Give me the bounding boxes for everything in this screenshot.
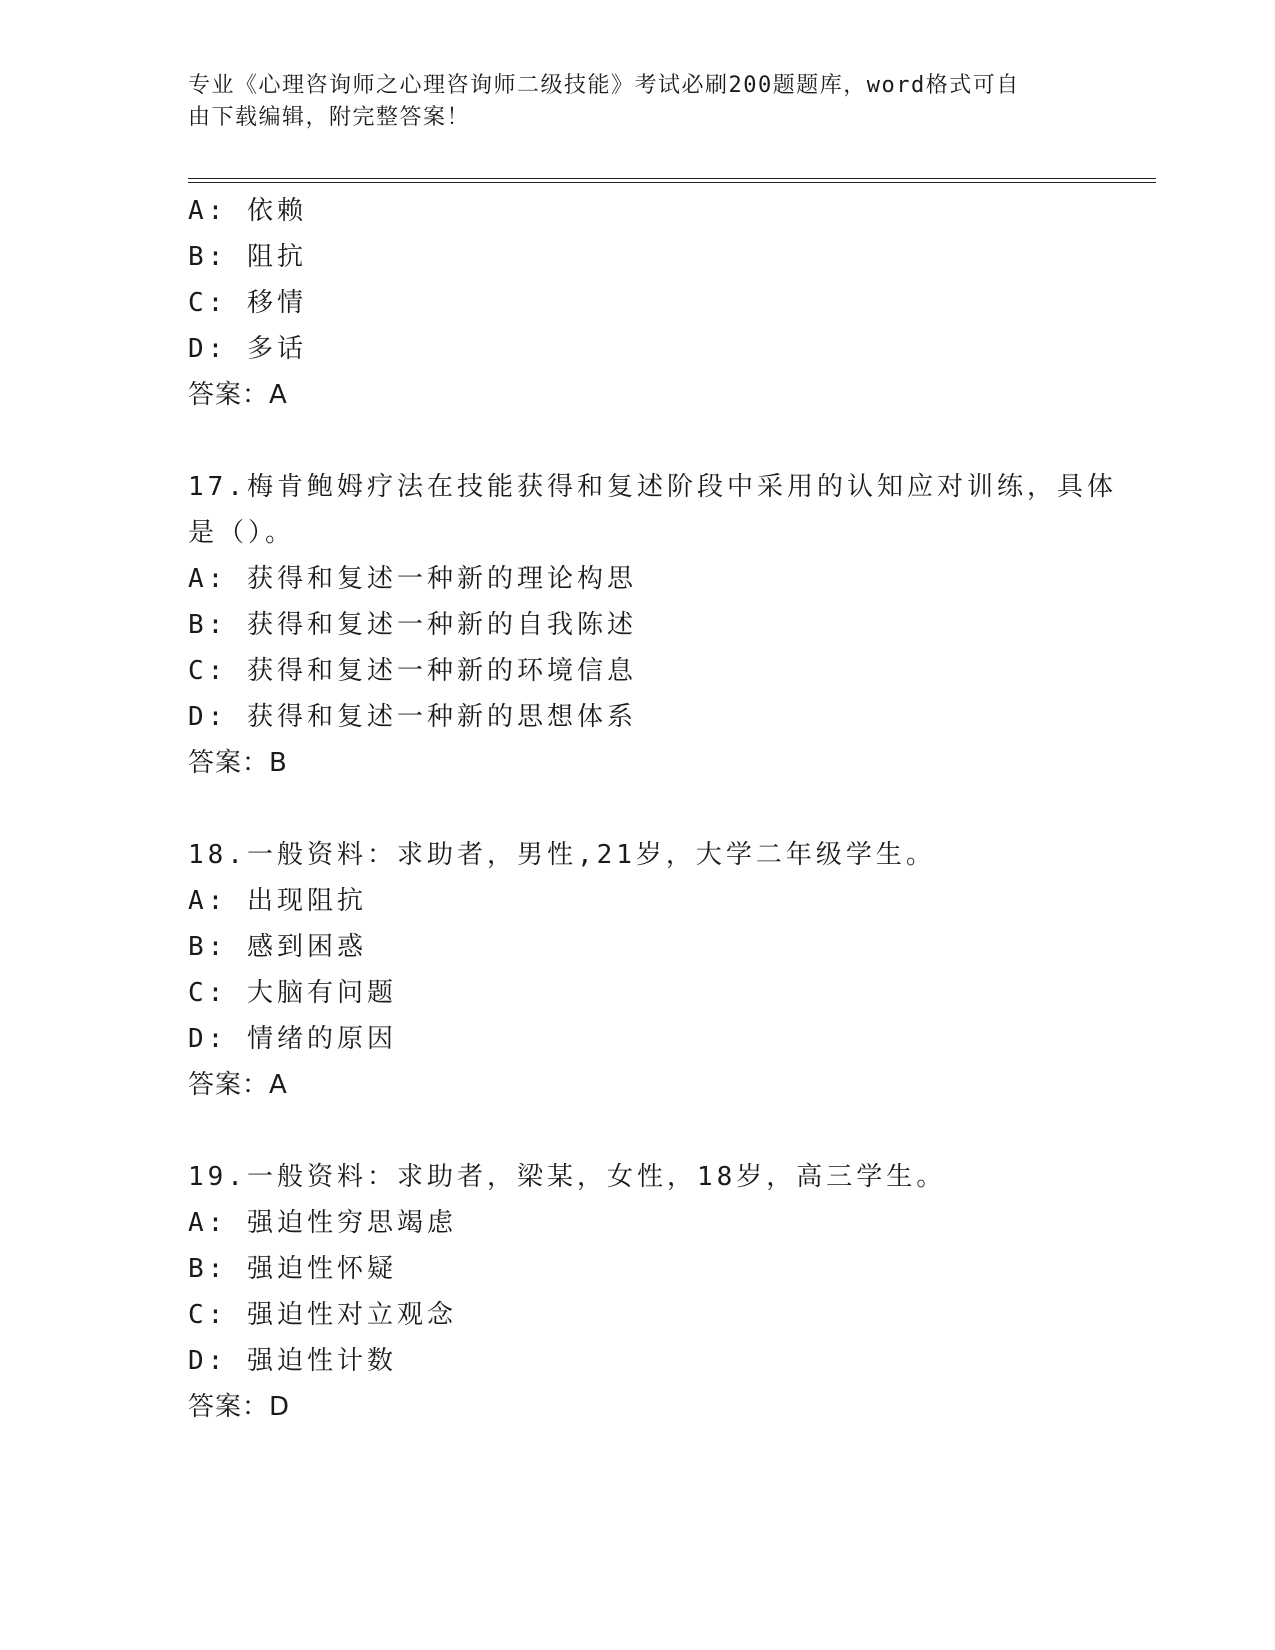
- option-c: C: 大脑有问题: [188, 978, 397, 1008]
- option-c: C: 移情: [188, 288, 307, 318]
- option-c: C: 获得和复述一种新的环境信息: [188, 656, 637, 686]
- option-a: A: 获得和复述一种新的理论构思: [188, 564, 637, 594]
- option-d: D: 情绪的原因: [188, 1024, 397, 1054]
- question-18: [188, 832, 1088, 1108]
- answer-line: 答案：D: [188, 1392, 291, 1422]
- answer-line: 答案：B: [188, 748, 288, 778]
- option-b: B: 感到困惑: [188, 932, 367, 962]
- question-19: [188, 1154, 1088, 1430]
- question-list: [188, 188, 1117, 1430]
- answer-line: 答案：A: [188, 380, 288, 410]
- question-text: 19.一般资料：求助者，梁某，女性，18岁，高三学生。: [188, 1162, 947, 1192]
- option-b: B: 强迫性怀疑: [188, 1254, 397, 1284]
- option-d: D: 获得和复述一种新的思想体系: [188, 702, 637, 732]
- question-text-line-2: 是（）。: [188, 518, 296, 548]
- option-c: C: 强迫性对立观念: [188, 1300, 457, 1330]
- answer-line: 答案：A: [188, 1070, 288, 1100]
- header-divider: [188, 178, 1156, 183]
- option-a: A: 出现阻抗: [188, 886, 367, 916]
- option-b: B: 阻抗: [188, 242, 307, 272]
- header-line-2: 由下载编辑，附完整答案！: [188, 105, 471, 130]
- document-header: [188, 70, 1088, 134]
- option-a: A: 强迫性穷思竭虑: [188, 1208, 457, 1238]
- question-17: [188, 464, 1117, 786]
- question-16: [188, 188, 1088, 418]
- question-text-line-1: 17.梅肯鲍姆疗法在技能获得和复述阶段中采用的认知应对训练，具体: [188, 472, 1117, 502]
- option-d: D: 强迫性计数: [188, 1346, 397, 1376]
- option-a: A: 依赖: [188, 196, 307, 226]
- option-b: B: 获得和复述一种新的自我陈述: [188, 610, 637, 640]
- header-line-1: 专业《心理咨询师之心理咨询师二级技能》考试必刷200题题库，word格式可自: [188, 73, 1020, 98]
- question-text: 18.一般资料：求助者，男性,21岁，大学二年级学生。: [188, 840, 936, 870]
- option-d: D: 多话: [188, 334, 307, 364]
